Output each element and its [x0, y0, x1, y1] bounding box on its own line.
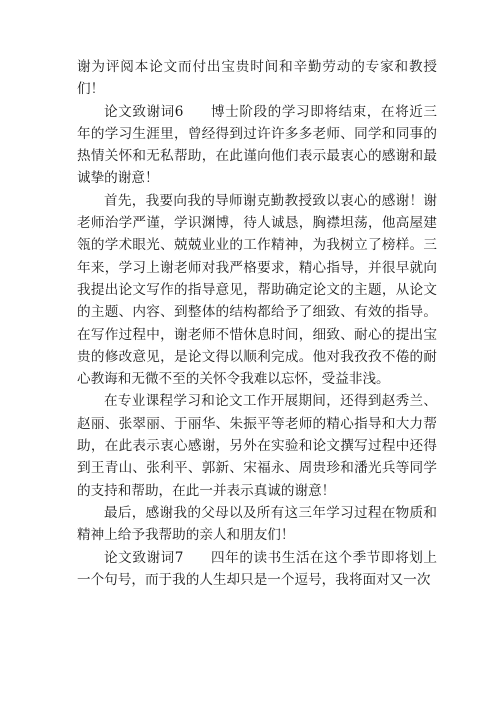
section-heading: 论文致谢词7	[104, 549, 184, 566]
section-heading: 论文致谢词6	[104, 103, 184, 120]
paragraph-text: 首先，我要向我的导师谢克勤教授致以衷心的感谢！谢老师治学严谨，学识渊博，待人诚恳，胸襟坦荡，他高屋建瓴的学术眼光、兢兢业业的工作精神，为我树立了榜样。三年来，学习上谢老师对我严格要求，精心指导，并很早就向我提出论文写作的指导意见，帮助确定论文的主题，从论文的主题、内容、到整体的结构都给予了细致、有效的指导。在写作过程中，谢老师不惜休息时间，细致、耐心的提出宝贵的修改意见，是论文得以顺利完成。他对我孜孜不倦的耐心教诲和无微不至的关怀令我难以忘怀，受益非浅。	[77, 192, 437, 388]
paragraph-family-thanks	[77, 502, 437, 547]
paragraph-text: 博士阶段的学习即将结束，在将近三年的学习生涯里，曾经得到过许许多多老师、同学和同事的热情关怀和无私帮助，在此谨向他们表示最衷心的感谢和最诚挚的谢意！	[77, 103, 437, 187]
paragraph-advisor-thanks	[77, 190, 437, 391]
paragraph-text: 最后，感谢我的父母以及所有这三年学习过程在物质和精神上给予我帮助的亲人和朋友们！	[77, 504, 437, 544]
paragraph-text: 在专业课程学习和论文工作开展期间，还得到赵秀兰、赵丽、张翠丽、于丽华、朱振平等老师的精心指导和大力帮助，在此表示衷心感谢，另外在实验和论文撰写过程中还得到王青山、张利平、郭新、宋福永、周贵珍和潘光兵等同学的支持和帮助，在此一并表示真诚的谢意！	[77, 393, 437, 499]
paragraph-closing-thanks	[77, 56, 437, 101]
paragraph-teachers-thanks	[77, 390, 437, 501]
paragraph-acknowledgement-6	[77, 101, 437, 190]
document-body	[77, 56, 437, 591]
paragraph-text: 四年的读书生活在这个季节即将划上一个句号，而于我的人生却只是一个逗号，我将面对又一次	[77, 549, 437, 588]
paragraph-acknowledgement-7	[77, 547, 437, 592]
paragraph-text: 谢为评阅本论文而付出宝贵时间和辛勤劳动的专家和教授们！	[77, 59, 437, 98]
